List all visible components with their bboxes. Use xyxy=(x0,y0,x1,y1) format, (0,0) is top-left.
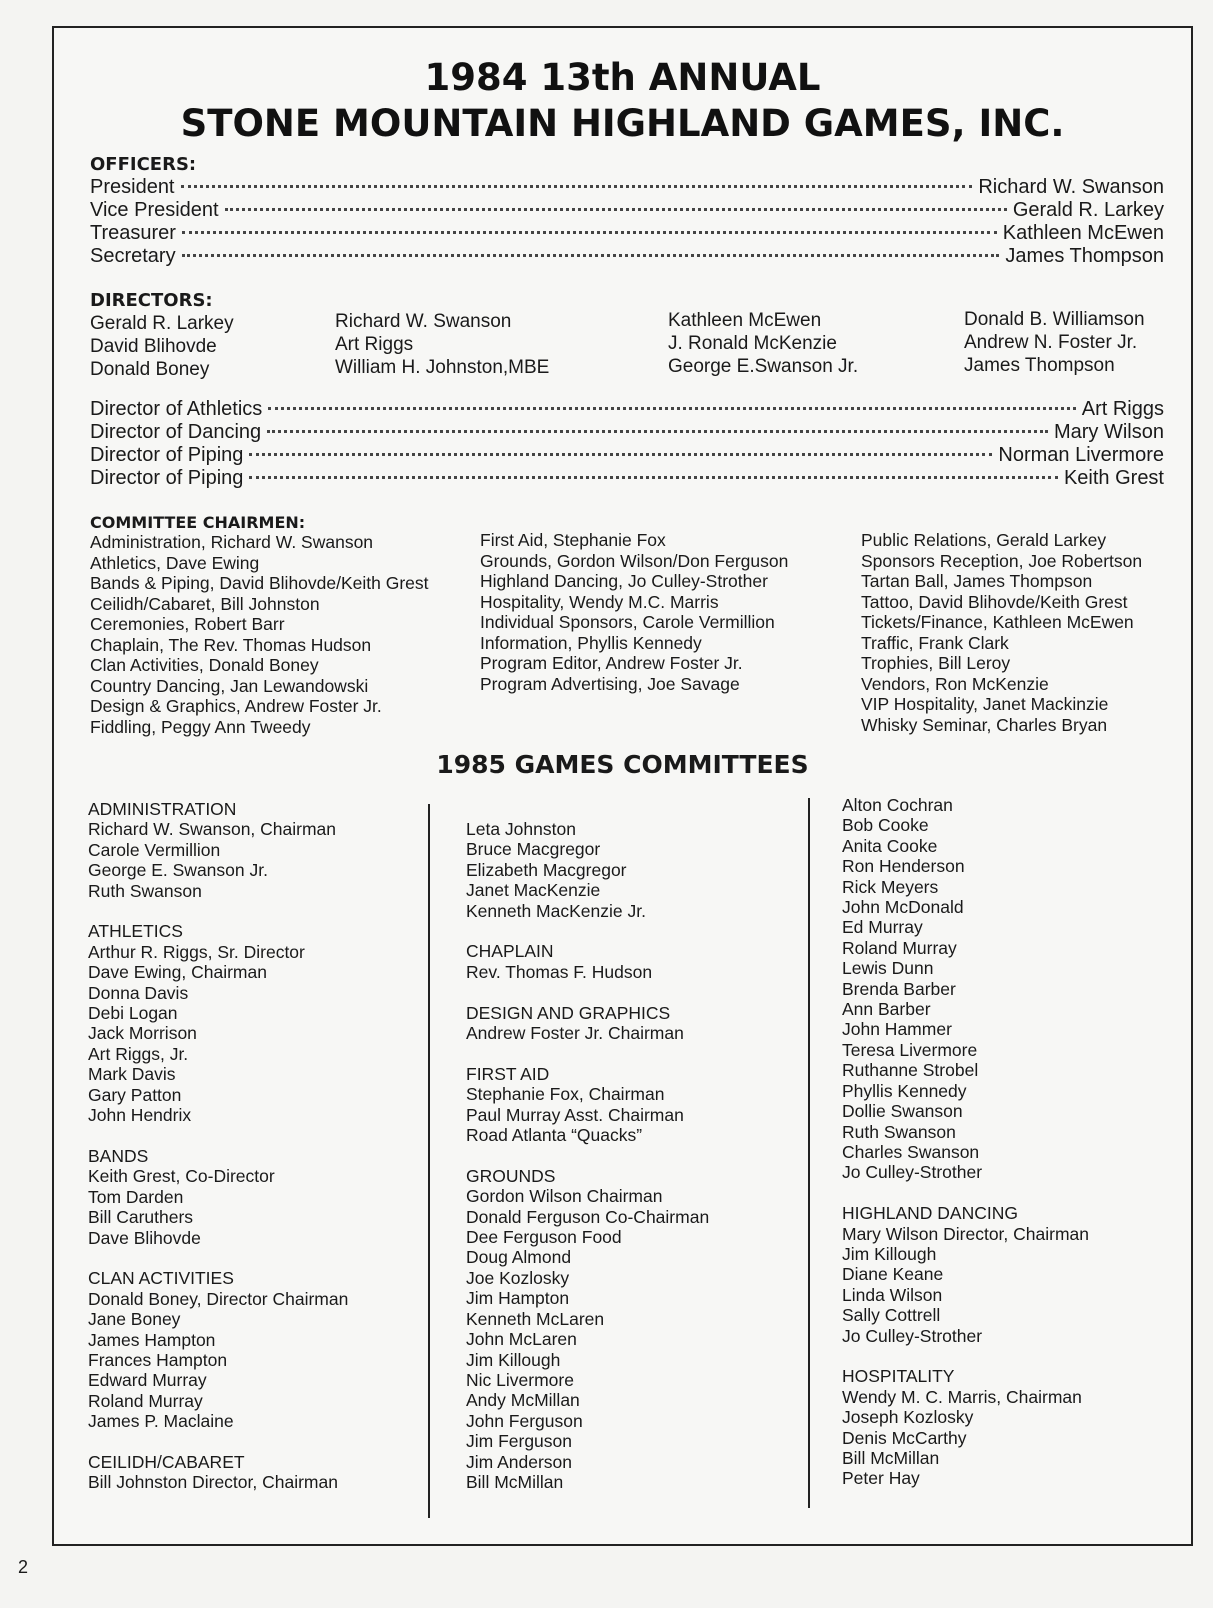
list-item: James Hampton xyxy=(88,1329,216,1350)
director-role-row xyxy=(90,421,1164,444)
director-role: Director of Piping xyxy=(90,467,244,489)
list-item: Arthur R. Riggs, Sr. Director xyxy=(88,941,305,962)
officer-role: Treasurer xyxy=(90,222,176,244)
list-item: Edward Murray xyxy=(88,1370,207,1391)
list-item: Athletics, Dave Ewing xyxy=(90,552,260,573)
list-item: Ruth Swanson xyxy=(842,1121,956,1142)
list-item: Kenneth McLaren xyxy=(466,1308,605,1329)
officer-name: Gerald R. Larkey xyxy=(1012,199,1164,221)
list-item: Teresa Livermore xyxy=(842,1039,978,1060)
officer-name: Kathleen McEwen xyxy=(1002,222,1164,244)
officer-name: Richard W. Swanson xyxy=(978,176,1164,198)
officers-heading: OFFICERS: xyxy=(90,154,197,175)
list-item: Janet MacKenzie xyxy=(466,880,601,901)
games-1985-column-3 xyxy=(842,795,1089,1489)
spacer xyxy=(842,1346,1089,1366)
title-line-1: 1984 13th ANNUAL xyxy=(424,56,821,99)
director-name: Andrew N. Foster Jr. xyxy=(964,332,1138,353)
list-item: Stephanie Fox, Chairman xyxy=(466,1084,665,1105)
list-item: Ann Barber xyxy=(842,999,931,1020)
list-item: Whisky Seminar, Charles Bryan xyxy=(861,714,1108,735)
list-item: Jim Killough xyxy=(842,1243,937,1264)
page-frame xyxy=(52,26,1193,1546)
director-name: Gerald R. Larkey xyxy=(90,313,234,334)
officer-name: James Thompson xyxy=(1005,245,1164,267)
list-item: HIGHLAND DANCING xyxy=(842,1203,1018,1224)
spacer xyxy=(466,1145,709,1165)
list-item: Country Dancing, Jan Lewandowski xyxy=(90,675,369,696)
list-item: Bruce Macgregor xyxy=(466,839,601,860)
list-item: Mark Davis xyxy=(88,1064,176,1085)
list-item: Jo Culley-Strother xyxy=(842,1325,983,1346)
officer-role: Vice President xyxy=(90,199,219,221)
list-item: Debi Logan xyxy=(88,1003,178,1024)
list-item: Andy McMillan xyxy=(466,1390,580,1411)
list-item: FIRST AID xyxy=(466,1063,550,1084)
title-line-2: STONE MOUNTAIN HIGHLAND GAMES, INC. xyxy=(180,102,1065,145)
list-item: Bands & Piping, David Blihovde/Keith Grest xyxy=(90,573,429,593)
list-item: Trophies, Bill Leroy xyxy=(861,653,1011,673)
list-item: Hospitality, Wendy M.C. Marris xyxy=(480,591,719,612)
list-item: Brenda Barber xyxy=(842,978,956,999)
list-item: John Hendrix xyxy=(88,1105,192,1126)
spacer xyxy=(466,982,709,1002)
list-item: Dollie Swanson xyxy=(842,1101,963,1122)
director-role-row xyxy=(90,444,1164,467)
spacer xyxy=(88,901,348,921)
list-item: Diane Keane xyxy=(842,1264,944,1285)
list-item: BANDS xyxy=(88,1145,149,1166)
list-item: Joseph Kozlosky xyxy=(842,1407,974,1428)
director-role-name: Norman Livermore xyxy=(998,444,1164,466)
list-item: DESIGN AND GRAPHICS xyxy=(466,1002,671,1023)
list-item: Tickets/Finance, Kathleen McEwen xyxy=(861,612,1134,632)
list-item: Chaplain, The Rev. Thomas Hudson xyxy=(90,634,372,655)
list-item: Program Editor, Andrew Foster Jr. xyxy=(480,653,743,673)
chairmen-column-3 xyxy=(861,530,1142,735)
list-item: Anita Cooke xyxy=(842,835,938,856)
list-item: Art Riggs, Jr. xyxy=(88,1043,189,1064)
director-name: Donald B. Williamson xyxy=(964,309,1145,330)
list-item: Kenneth MacKenzie Jr. xyxy=(466,900,646,921)
list-item: Jim Anderson xyxy=(466,1451,573,1472)
list-item: Jim Hampton xyxy=(466,1288,570,1309)
list-item: ATHLETICS xyxy=(88,921,183,942)
list-item: Rick Meyers xyxy=(842,876,939,897)
list-item: Design & Graphics, Andrew Foster Jr. xyxy=(90,696,382,716)
list-item: Leta Johnston xyxy=(466,819,576,839)
director-name: William H. Johnston,MBE xyxy=(335,357,550,378)
list-item: Carole Vermillion xyxy=(88,839,221,860)
director-name: David Blihovde xyxy=(90,336,217,357)
list-item: Paul Murray Asst. Chairman xyxy=(466,1104,684,1125)
director-name: James Thompson xyxy=(964,355,1115,376)
list-item: Tom Darden xyxy=(88,1186,184,1207)
list-item: Highland Dancing, Jo Culley-Strother xyxy=(480,571,768,591)
games-1985-column-1 xyxy=(88,799,348,1493)
list-item: Grounds, Gordon Wilson/Don Ferguson xyxy=(480,550,789,571)
directors-column-3 xyxy=(668,309,858,378)
list-item: Dave Ewing, Chairman xyxy=(88,962,267,983)
director-name: George E.Swanson Jr. xyxy=(668,356,859,377)
list-item: HOSPITALITY xyxy=(842,1366,955,1387)
officer-row xyxy=(90,222,1164,245)
spacer xyxy=(466,921,709,941)
list-item: Mary Wilson Director, Chairman xyxy=(842,1223,1089,1244)
games-1985-heading: 1985 GAMES COMMITTEES xyxy=(436,750,809,779)
list-item: VIP Hospitality, Janet Mackinzie xyxy=(861,694,1109,714)
list-item: Jack Morrison xyxy=(88,1023,197,1044)
list-item: Donald Boney, Director Chairman xyxy=(88,1288,349,1309)
list-item: Phyllis Kennedy xyxy=(842,1080,967,1101)
list-item: Bob Cooke xyxy=(842,815,929,836)
list-item: Dee Ferguson Food xyxy=(466,1227,622,1248)
list-item: Peter Hay xyxy=(842,1468,920,1489)
list-item: John Hammer xyxy=(842,1019,952,1040)
list-item: GROUNDS xyxy=(466,1165,556,1186)
spacer xyxy=(88,1125,348,1145)
list-item: Gary Patton xyxy=(88,1084,182,1105)
director-role-row xyxy=(90,398,1164,421)
list-item: Keith Grest, Co-Director xyxy=(88,1166,275,1187)
games-1985-column-2 xyxy=(466,819,709,1492)
list-item: John McDonald xyxy=(842,897,964,918)
chairmen-column-2 xyxy=(480,530,788,694)
director-role-name: Art Riggs xyxy=(1081,398,1164,420)
page-number: 2 xyxy=(18,1557,29,1577)
director-role-row xyxy=(90,467,1164,490)
list-item: Traffic, Frank Clark xyxy=(861,632,1009,653)
list-item: Individual Sponsors, Carole Vermillion xyxy=(480,612,775,632)
list-item: Elizabeth Macgregor xyxy=(466,859,627,880)
list-item: Sally Cottrell xyxy=(842,1305,941,1326)
list-item: Ed Murray xyxy=(842,917,923,938)
list-item: Doug Almond xyxy=(466,1247,572,1268)
directors-column-1 xyxy=(90,312,234,381)
list-item: Frances Hampton xyxy=(88,1349,228,1370)
list-item: Information, Phyllis Kennedy xyxy=(480,632,702,653)
list-item: Program Advertising, Joe Savage xyxy=(480,673,740,694)
director-name: J. Ronald McKenzie xyxy=(668,333,837,354)
list-item: Richard W. Swanson, Chairman xyxy=(88,819,337,840)
list-item: Gordon Wilson Chairman xyxy=(466,1186,663,1207)
list-item: Ruth Swanson xyxy=(88,880,202,901)
list-item: CEILIDH/CABARET xyxy=(88,1451,245,1472)
list-item: Jane Boney xyxy=(88,1309,181,1330)
list-item: Administration, Richard W. Swanson xyxy=(90,532,374,552)
list-item: Andrew Foster Jr. Chairman xyxy=(466,1023,684,1044)
officer-row xyxy=(90,176,1164,199)
list-item: Donald Ferguson Co-Chairman xyxy=(466,1206,710,1227)
director-name: Donald Boney xyxy=(90,359,210,380)
chairmen-column-1 xyxy=(90,532,429,737)
list-item: Bill McMillan xyxy=(466,1471,564,1492)
director-role-name: Keith Grest xyxy=(1063,467,1164,489)
list-item: Jim Ferguson xyxy=(466,1431,573,1452)
column-divider xyxy=(808,798,810,1508)
list-item: Bill Johnston Director, Chairman xyxy=(88,1472,338,1493)
list-item: Wendy M. C. Marris, Chairman xyxy=(842,1386,1082,1407)
spacer xyxy=(842,1183,1089,1203)
list-item: Alton Cochran xyxy=(842,795,953,815)
list-item: Road Atlanta “Quacks” xyxy=(466,1125,643,1146)
list-item: Fiddling, Peggy Ann Tweedy xyxy=(90,716,311,737)
list-item: Sponsors Reception, Joe Robertson xyxy=(861,550,1143,571)
directors-column-2 xyxy=(335,310,549,379)
list-item: Dave Blihovde xyxy=(88,1227,201,1248)
list-item: Jo Culley-Strother xyxy=(842,1162,983,1183)
officer-row xyxy=(90,245,1164,268)
list-item: Bill Caruthers xyxy=(88,1207,194,1228)
director-role-name: Mary Wilson xyxy=(1053,421,1164,443)
list-item: Tattoo, David Blihovde/Keith Grest xyxy=(861,591,1128,612)
list-item: Linda Wilson xyxy=(842,1284,943,1305)
list-item: Ruthanne Strobel xyxy=(842,1060,979,1081)
list-item: John McLaren xyxy=(466,1329,577,1350)
list-item: Rev. Thomas F. Hudson xyxy=(466,961,653,982)
director-name: Kathleen McEwen xyxy=(668,310,822,331)
list-item: Ceilidh/Cabaret, Bill Johnston xyxy=(90,593,320,614)
director-name: Richard W. Swanson xyxy=(335,311,512,332)
list-item: CHAPLAIN xyxy=(466,941,554,962)
column-divider xyxy=(428,804,430,1518)
list-item: Public Relations, Gerald Larkey xyxy=(861,530,1107,550)
list-item: Roland Murray xyxy=(88,1390,203,1411)
list-item: Tartan Ball, James Thompson xyxy=(861,571,1093,591)
list-item: John Ferguson xyxy=(466,1410,583,1431)
list-item: Jim Killough xyxy=(466,1349,561,1370)
director-role: Director of Piping xyxy=(90,444,244,466)
list-item: ADMINISTRATION xyxy=(88,799,237,819)
list-item: Vendors, Ron McKenzie xyxy=(861,673,1049,694)
list-item: Ron Henderson xyxy=(842,856,965,877)
list-item: Denis McCarthy xyxy=(842,1427,967,1448)
list-item: First Aid, Stephanie Fox xyxy=(480,530,666,550)
directors-column-4 xyxy=(964,308,1164,377)
director-role: Director of Dancing xyxy=(90,421,262,443)
director-role: Director of Athletics xyxy=(90,398,263,420)
list-item: Donna Davis xyxy=(88,982,189,1003)
spacer xyxy=(466,1043,709,1063)
officer-row xyxy=(90,199,1164,222)
list-item: Clan Activities, Donald Boney xyxy=(90,655,319,675)
list-item: CLAN ACTIVITIES xyxy=(88,1268,234,1289)
list-item: Bill McMillan xyxy=(842,1447,940,1468)
officer-role: Secretary xyxy=(90,245,176,267)
list-item: Charles Swanson xyxy=(842,1141,980,1162)
spacer xyxy=(88,1432,348,1452)
committee-chairmen-heading: COMMITTEE CHAIRMEN: xyxy=(90,513,306,532)
spacer xyxy=(88,1248,348,1268)
director-name: Art Riggs xyxy=(335,334,414,355)
list-item: Lewis Dunn xyxy=(842,958,934,979)
list-item: Nic Livermore xyxy=(466,1369,574,1390)
list-item: James P. Maclaine xyxy=(88,1411,234,1432)
list-item: Ceremonies, Robert Barr xyxy=(90,614,285,634)
directors-heading: DIRECTORS: xyxy=(90,290,213,311)
list-item: Roland Murray xyxy=(842,937,957,958)
list-item: George E. Swanson Jr. xyxy=(88,860,268,881)
officer-role: President xyxy=(90,176,175,198)
list-item: Joe Kozlosky xyxy=(466,1267,570,1288)
